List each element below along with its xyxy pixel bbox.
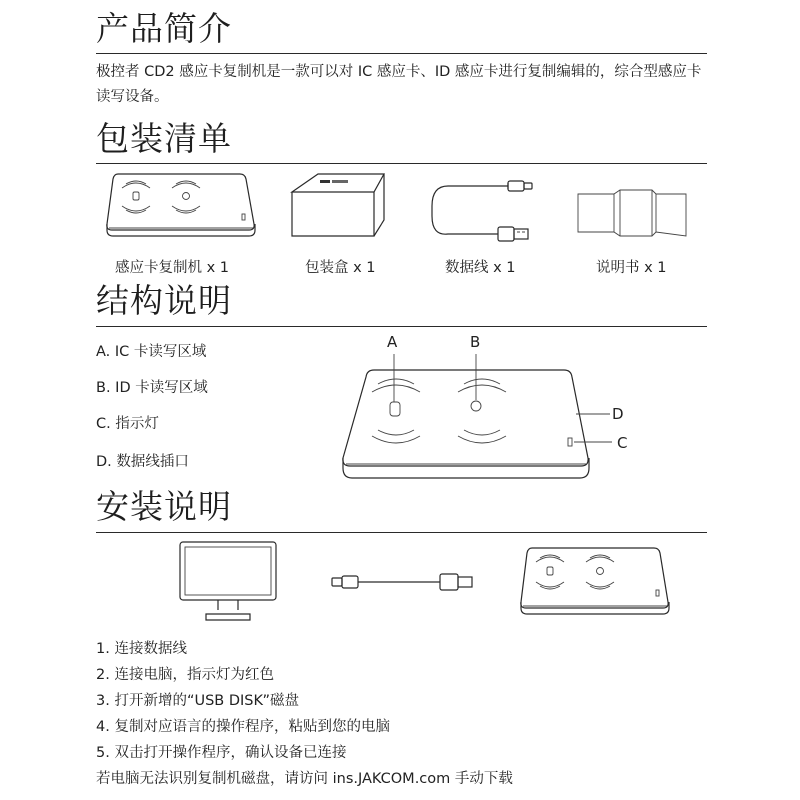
- install-step: 4. 复制对应语言的操作程序，粘贴到您的电脑: [96, 719, 390, 735]
- manual-booklet-icon: [576, 188, 690, 240]
- structure-item: D. 数据线插口: [96, 454, 189, 470]
- callout-label: B: [470, 333, 481, 351]
- structure-item: C. 指示灯: [96, 416, 159, 432]
- device-structure-diagram: [338, 348, 608, 482]
- install-step: 2. 连接电脑，指示灯为红色: [96, 667, 274, 683]
- structure-item: A. IC 卡读写区域: [96, 344, 207, 360]
- section-divider: [96, 163, 707, 164]
- structure-item: B. ID 卡读写区域: [96, 380, 208, 396]
- package-box-icon: [288, 170, 388, 242]
- usb-cable-icon: [428, 176, 540, 244]
- section-divider: [96, 532, 707, 533]
- section-divider: [96, 53, 707, 54]
- package-item-label: 数据线 x 1: [445, 260, 516, 276]
- monitor-icon: [178, 540, 278, 624]
- section-divider: [96, 326, 707, 327]
- callout-label: C: [617, 434, 628, 452]
- usb-cable-icon: [330, 570, 476, 594]
- section-title-structure: 结构说明: [96, 281, 232, 320]
- intro-paragraph: 极控者 CD2 感应卡复制机是一款可以对 IC 感应卡、ID 感应卡进行复制编辑的，综合型感应卡读写设备。: [96, 64, 702, 105]
- package-item-label: 感应卡复制机 x 1: [115, 260, 230, 276]
- install-step: 3. 打开新增的“USB DISK”磁盘: [96, 693, 300, 709]
- install-step: 5. 双击打开操作程序，确认设备已连接: [96, 745, 347, 761]
- card-copier-device-icon: [518, 546, 674, 616]
- install-step: 1. 连接数据线: [96, 641, 187, 657]
- install-note: 若电脑无法识别复制机磁盘，请访问 ins.JAKCOM.com 手动下载: [96, 771, 513, 787]
- package-item-label: 说明书 x 1: [596, 260, 667, 276]
- package-item-label: 包装盒 x 1: [305, 260, 376, 276]
- section-title-intro: 产品简介: [96, 9, 232, 48]
- callout-label: D: [612, 405, 624, 423]
- callout-label: A: [387, 333, 398, 351]
- section-title-package: 包装清单: [96, 119, 232, 158]
- card-copier-device-icon: [104, 172, 260, 238]
- section-title-install: 安装说明: [96, 487, 232, 526]
